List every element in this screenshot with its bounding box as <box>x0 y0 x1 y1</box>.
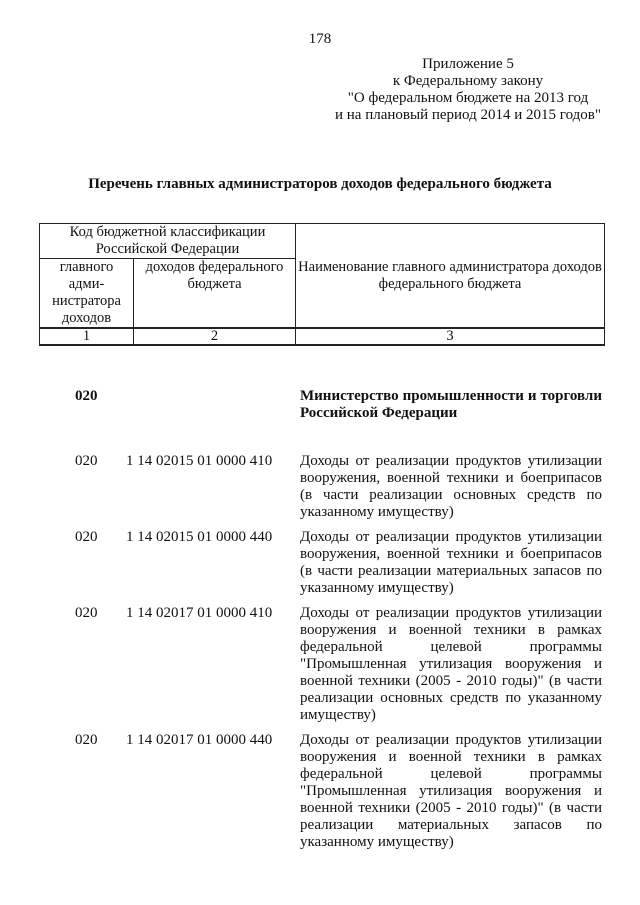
ministry-code-blank <box>126 388 300 422</box>
page-number: 178 <box>308 31 332 47</box>
header-number-3: 3 <box>296 328 605 345</box>
admin-code: 020 <box>75 453 98 469</box>
appendix-note <box>318 56 618 124</box>
appendix-line-2: к Федеральному закону <box>392 73 544 89</box>
revenue-description: Доходы от реализации продуктов утилизации вооружения и военной техники в рамках федеральной целевой программы "Промышленная утилизация вооружения и военной техники (2005 - 2010 годы)" (в части реализации материальных запасов по указанному имуществу) <box>300 732 602 850</box>
admin-code: 020 <box>75 605 98 621</box>
document-title: Перечень главных администраторов доходов федерального бюджета <box>88 176 552 192</box>
header-admin-name: Наименование главного администратора доходов федерального бюджета <box>296 224 605 329</box>
ministry-code: 020 <box>75 388 98 404</box>
header-number-1: 1 <box>40 328 134 345</box>
list-item <box>0 453 640 521</box>
list-item <box>0 605 640 724</box>
revenue-code: 1 14 02017 01 0000 440 <box>126 732 273 748</box>
revenue-code: 1 14 02015 01 0000 440 <box>126 529 273 545</box>
list-item <box>0 732 640 851</box>
admin-code: 020 <box>75 732 98 748</box>
revenue-description: Доходы от реализации продуктов утилизации вооружения, военной техники и боеприпасов (в части реализации основных средств по указанному имуществу) <box>300 453 602 520</box>
admin-code: 020 <box>75 529 98 545</box>
entries-list <box>0 388 640 859</box>
ministry-name: Министерство промышленности и торговли Российской Федерации <box>300 388 602 421</box>
header-main-admin: главного адми-нистратора доходов <box>40 259 134 329</box>
list-item <box>0 529 640 597</box>
ministry-entry <box>0 388 640 422</box>
revenue-code: 1 14 02017 01 0000 410 <box>126 605 273 621</box>
appendix-line-1: Приложение 5 <box>422 56 514 72</box>
appendix-line-4: и на плановый период 2014 и 2015 годов" <box>335 107 601 123</box>
header-budget-revenue: доходов федерального бюджета <box>134 259 296 329</box>
revenue-description: Доходы от реализации продуктов утилизации вооружения и военной техники в рамках федеральной целевой программы "Промышленная утилизация вооружения и военной техники (2005 - 2010 годы)" (в части реализации основных средств по указанному имуществу) <box>300 605 602 723</box>
header-table <box>39 223 605 346</box>
header-number-2: 2 <box>134 328 296 345</box>
header-group-classification: Код бюджетной классификации Российской Федерации <box>40 224 296 259</box>
appendix-line-3: "О федеральном бюджете на 2013 год <box>347 90 589 106</box>
revenue-description: Доходы от реализации продуктов утилизации вооружения, военной техники и боеприпасов (в части реализации материальных запасов по указанному имуществу) <box>300 529 602 596</box>
revenue-code: 1 14 02015 01 0000 410 <box>126 453 273 469</box>
